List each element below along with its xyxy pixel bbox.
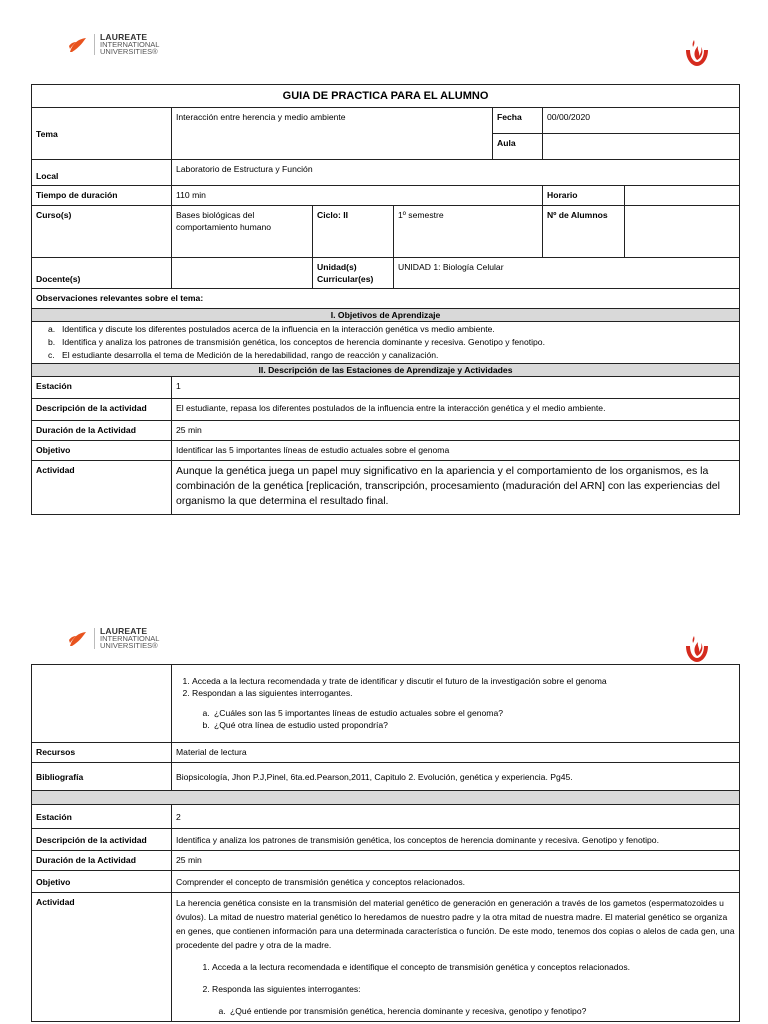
- descripcion-value: El estudiante, repasa los diferentes postulados de la influencia entre la interacción genética y el medio ambiente.: [172, 399, 740, 421]
- docente-value: [172, 258, 313, 289]
- aula-value: [543, 134, 740, 160]
- estacion-label: Estación: [32, 377, 172, 399]
- actividad-label: Actividad: [32, 461, 172, 515]
- objetivo-value: Identificar las 5 importantes líneas de estudio actuales sobre el genoma: [172, 441, 740, 461]
- guide-table-1: [31, 84, 740, 515]
- tiempo-label: Tiempo de duración: [32, 186, 172, 206]
- page-2: [0, 620, 768, 1024]
- list-item: c. El estudiante desarrolla el tema de Medición de la heredabilidad, rango de reacción y canalización.: [48, 350, 439, 360]
- laureate-sub2: UNIVERSITIES®: [100, 641, 158, 650]
- act-questions-list: [176, 1004, 735, 1018]
- recursos-value: Material de lectura: [172, 743, 740, 763]
- horario-label: Horario: [543, 186, 625, 206]
- estacion-value: 1: [172, 377, 740, 399]
- list-item: b. Identifica y analiza los patrones de transmisión genética, los conceptos de herencia dominante y recesiva. Genotipo y fenotipo.: [48, 337, 545, 347]
- tema-value: Interacción entre herencia y medio ambiente: [172, 108, 493, 160]
- steps-cell: [172, 665, 740, 743]
- curso-label: Curso(s): [32, 206, 172, 258]
- objetivos-list: [36, 323, 735, 362]
- actividad-value: La herencia genética consiste en la transmisión del material genético de generación en generación a través de los gametos (espermatozoides u óvulos). La mitad de nuestro material genético lo heredamos de nuestro padre y la otra mitad de nuestra madre. El material genético se organiza en genes, que contienen información para una determinada característica o función. De este modo, tenemos dos copias o alelos de cada gen, una procedente del padre y otra de la madre.: [176, 898, 735, 950]
- laureate-logo: [68, 628, 159, 649]
- unidad-label: Unidad(s) Curricular(es): [313, 258, 394, 289]
- section-divider: [32, 791, 740, 805]
- actividad-value: Aunque la genética juega un papel muy significativo en la apariencia y el comportamiento de los organismos, es la combinación de la genética [replicación, transcripción, procesamiento (maduración del ARN] con las experiencias del organismo la que determina el resultado final.: [172, 461, 740, 515]
- list-item: 1. Acceda a la lectura recomendada y trate de identificar y discutir el futuro de la investigación sobre el genoma: [192, 675, 735, 687]
- objetivos-band: I. Objetivos de Aprendizaje: [32, 309, 740, 322]
- list-item: a. ¿Cuáles son las 5 importantes líneas de estudio actuales sobre el genoma?: [212, 707, 735, 719]
- list-item: a. ¿Qué entiende por transmisión genética, herencia dominante y recesiva, genotipo y fenotipo?: [228, 1004, 735, 1018]
- horario-value: [625, 186, 740, 206]
- act-steps-list: [176, 960, 735, 996]
- laureate-sub2: UNIVERSITIES®: [100, 47, 158, 56]
- fecha-label: Fecha: [493, 108, 543, 134]
- recursos-label: Recursos: [32, 743, 172, 763]
- aula-label: Aula: [493, 134, 543, 160]
- laureate-leaf-icon: [68, 631, 88, 647]
- objetivo-value: Comprender el concepto de transmisión genética y conceptos relacionados.: [172, 871, 740, 893]
- steps-list: [176, 675, 735, 699]
- unidad-value: UNIDAD 1: Biología Celular: [394, 258, 740, 289]
- list-item: 1. Acceda a la lectura recomendada e identifique el concepto de transmisión genética y conceptos relacionados.: [212, 960, 735, 974]
- duracion-label: Duración de la Actividad: [32, 421, 172, 441]
- list-item: 2. Respondan a las siguientes interrogantes.: [192, 687, 735, 699]
- laureate-name: LAUREATE: [100, 32, 148, 42]
- laureate-name: LAUREATE: [100, 626, 148, 636]
- estacion-value: 2: [172, 805, 740, 829]
- duracion-value: 25 min: [172, 851, 740, 871]
- local-value: Laboratorio de Estructura y Función: [172, 160, 740, 186]
- laureate-sub1: INTERNATIONAL: [100, 40, 160, 49]
- laureate-leaf-icon: [68, 37, 88, 53]
- alumnos-label: Nº de Alumnos: [543, 206, 625, 258]
- objetivo-label: Objetivo: [32, 871, 172, 893]
- ciclo-value: 1º semestre: [394, 206, 543, 258]
- list-item: 2. Responda las siguientes interrogantes:: [212, 982, 735, 996]
- list-item: b. ¿Qué otra línea de estudio usted propondría?: [212, 719, 735, 731]
- objetivos-cell: [32, 322, 740, 364]
- upc-logo-icon: [680, 632, 714, 666]
- actividad-label: Actividad: [32, 893, 172, 1022]
- page-title: GUIA DE PRACTICA PARA EL ALUMNO: [32, 85, 740, 108]
- observaciones-label: Observaciones relevantes sobre el tema:: [32, 289, 740, 309]
- estacion-label: Estación: [32, 805, 172, 829]
- upc-logo-icon: [680, 36, 714, 70]
- descripcion-label: Descripción de la actividad: [32, 829, 172, 851]
- duracion-value: 25 min: [172, 421, 740, 441]
- laureate-sub1: INTERNATIONAL: [100, 634, 160, 643]
- ciclo-label: Ciclo: II: [313, 206, 394, 258]
- curso-value: Bases biológicas del comportamiento humano: [172, 206, 313, 258]
- docente-label: Docente(s): [32, 258, 172, 289]
- local-label: Local: [32, 160, 172, 186]
- descripcion-label: Descripción de la actividad: [32, 399, 172, 421]
- objetivo-label: Objetivo: [32, 441, 172, 461]
- questions-list: [176, 707, 735, 731]
- fecha-value: 00/00/2020: [543, 108, 740, 134]
- estaciones-band: II. Descripción de las Estaciones de Aprendizaje y Actividades: [32, 364, 740, 377]
- alumnos-value: [625, 206, 740, 258]
- laureate-logo: [68, 34, 159, 55]
- guide-table-2: [31, 664, 740, 1022]
- tema-label: Tema: [32, 108, 172, 160]
- actividad-cell: [172, 893, 740, 1022]
- bibliografia-label: Bibliografía: [32, 763, 172, 791]
- tiempo-value: 110 min: [172, 186, 543, 206]
- duracion-label: Duración de la Actividad: [32, 851, 172, 871]
- list-item: a. Identifica y discute los diferentes postulados acerca de la influencia en la interacción genética vs medio ambiente.: [48, 324, 495, 334]
- descripcion-value: Identifica y analiza los patrones de transmisión genética, los conceptos de herencia dominante y recesiva. Genotipo y fenotipo.: [172, 829, 740, 851]
- bibliografia-value: Biopsicología, Jhon P.J,Pinel, 6ta.ed.Pearson,2011, Capitulo 2. Evolución, genética y experiencia. Pg45.: [172, 763, 740, 791]
